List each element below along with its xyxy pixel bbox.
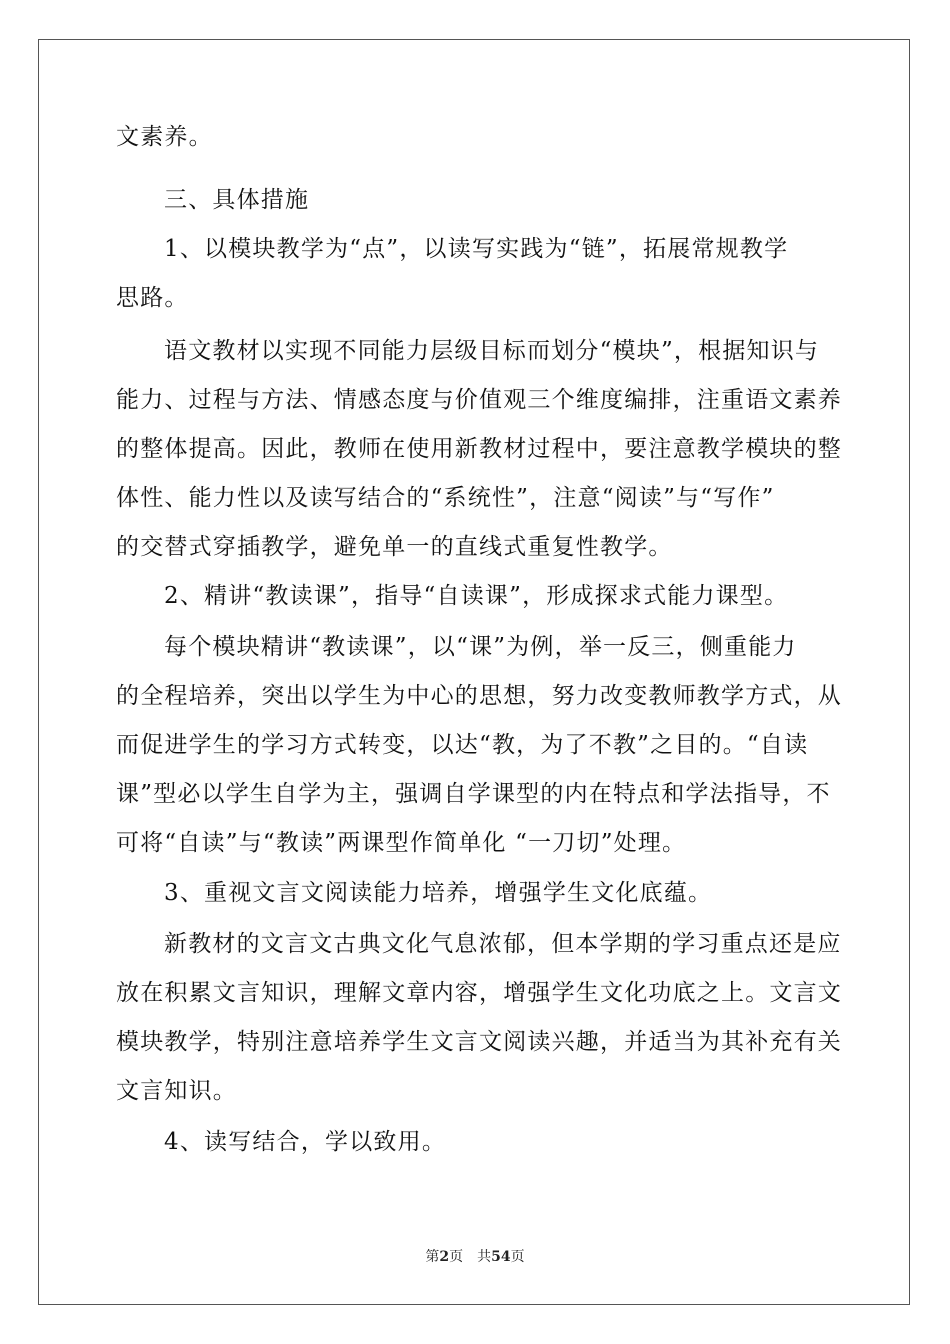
page-number: 2 [439, 1249, 450, 1265]
text-line: 文言知识。 [116, 1078, 237, 1104]
text-line: 可将“自读”与“教读”两课型作简单化 “一刀切”处理。 [116, 830, 687, 856]
text-line: 新教材的文言文古典文化气息浓郁，但本学期的学习重点还是应 [164, 931, 842, 957]
text-line: 思路。 [116, 285, 189, 311]
subheading-line: 4、读写结合，学以致用。 [164, 1129, 447, 1155]
total-suffix: 页 [510, 1249, 525, 1265]
total-pages: 54 [491, 1249, 511, 1265]
page-prefix: 第 [425, 1249, 440, 1265]
text-line: 放在积累文言知识，理解文章内容，增强学生文化功底之上。文言文 [116, 980, 842, 1006]
text-line: 的交替式穿插教学，避免单一的直线式重复性教学。 [116, 534, 673, 560]
text-line: 模块教学，特别注意培养学生文言文阅读兴趣，并适当为其补充有关 [116, 1029, 842, 1055]
text-line: 课”型必以学生自学为主，强调自学课型的内在特点和学法指导，不 [116, 781, 831, 807]
subheading-line: 2、精讲“教读课”，指导“自读课”，形成探求式能力课型。 [164, 583, 789, 609]
text-line: 每个模块精讲“教读课”，以“课”为例，举一反三，侧重能力 [164, 634, 797, 660]
text-line: 体性、能力性以及读写结合的“系统性”，注意“阅读”与“写作” [116, 485, 775, 511]
total-prefix: 共 [477, 1249, 492, 1265]
page-suffix: 页 [449, 1249, 464, 1265]
text-line: 的全程培养，突出以学生为中心的思想，努力改变教师教学方式，从 [116, 683, 842, 709]
page-border [38, 39, 910, 1305]
text-line: 的整体提高。因此，教师在使用新教材过程中，要注意教学模块的整 [116, 436, 842, 462]
text-line: 语文教材以实现不同能力层级目标而划分“模块”，根据知识与 [164, 338, 820, 364]
text-line: 文素养。 [116, 124, 213, 150]
text-line: 能力、过程与方法、情感态度与价值观三个维度编排，注重语文素养 [116, 387, 842, 413]
text-line: 而促进学生的学习方式转变，以达“教，为了不教”之目的。“自读 [116, 732, 809, 758]
subheading-line: 1、以模块教学为“点”，以读写实践为“链”，拓展常规教学 [164, 236, 789, 262]
subheading-line: 3、重视文言文阅读能力培养，增强学生文化底蕴。 [164, 880, 713, 906]
page-footer [0, 1246, 950, 1266]
section-heading: 三、具体措施 [164, 187, 310, 213]
